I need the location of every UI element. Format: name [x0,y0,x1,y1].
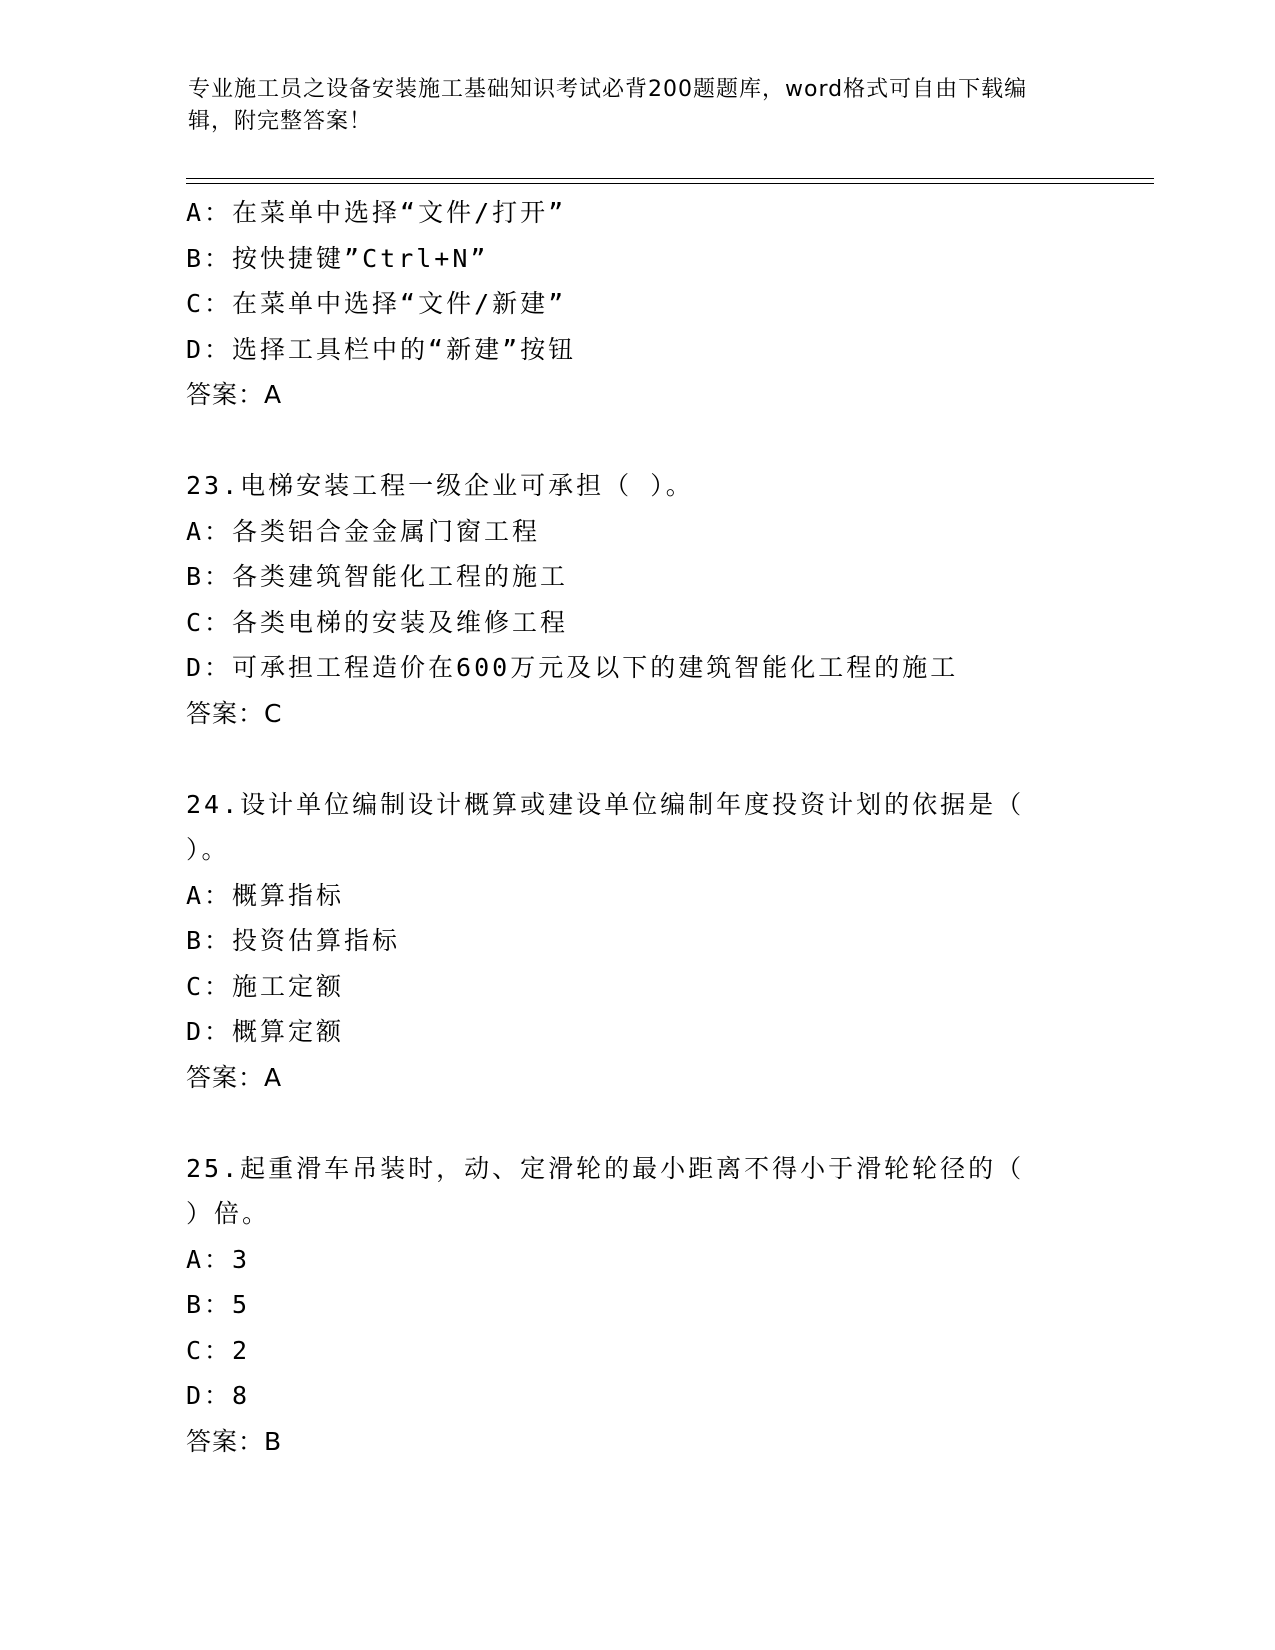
document-header: 专业施工员之设备安装施工基础知识考试必背200题题库，word格式可自由下载编辑，附完整答案！ [188,77,1028,134]
option-c: C：各类电梯的安装及维修工程 [186,607,569,637]
option-a: A：3 [186,1244,251,1274]
header-divider-top [186,178,1154,179]
option-a: A：在菜单中选择“文件/打开” [186,198,567,227]
option-a: A：概算指标 [186,880,345,910]
option-b: B：各类建筑智能化工程的施工 [186,562,569,591]
question-23 [186,463,1086,736]
answer: 答案：A [186,380,283,409]
question-24 [186,782,1086,1101]
question-25 [186,1146,1086,1465]
option-d: D：可承担工程造价在600万元及以下的建筑智能化工程的施工 [186,653,959,682]
option-b: B：5 [186,1290,251,1319]
question-text-line1: 24.设计单位编制设计概算或建设单位编制年度投资计划的依据是（ [186,789,1025,819]
question-list [186,190,1086,1464]
option-d: D：8 [186,1381,251,1410]
option-b: B：按快捷键”Ctrl+N” [186,243,489,273]
spacer [186,1100,1086,1146]
option-c: C：在菜单中选择“文件/新建” [186,289,567,318]
spacer [186,418,1086,464]
option-c: C：施工定额 [186,971,345,1001]
question-22 [186,190,1086,418]
option-d: D：选择工具栏中的“新建”按钮 [186,334,577,364]
answer: 答案：B [186,1426,283,1456]
question-text-line2: ）。 [186,835,230,864]
question-text-line2: ）倍。 [186,1199,271,1228]
option-b: B：投资估算指标 [186,926,401,955]
option-d: D：概算定额 [186,1017,345,1046]
answer: 答案：C [186,698,283,728]
question-text-line1: 25.起重滑车吊装时，动、定滑轮的最小距离不得小于滑轮轮径的（ [186,1153,1025,1183]
question-text: 23.电梯安装工程一级企业可承担（ ）。 [186,471,694,500]
option-a: A：各类铝合金金属门窗工程 [186,516,541,546]
answer: 答案：A [186,1062,283,1092]
header-divider-bottom [186,183,1154,184]
option-c: C：2 [186,1335,251,1365]
spacer [186,736,1086,782]
